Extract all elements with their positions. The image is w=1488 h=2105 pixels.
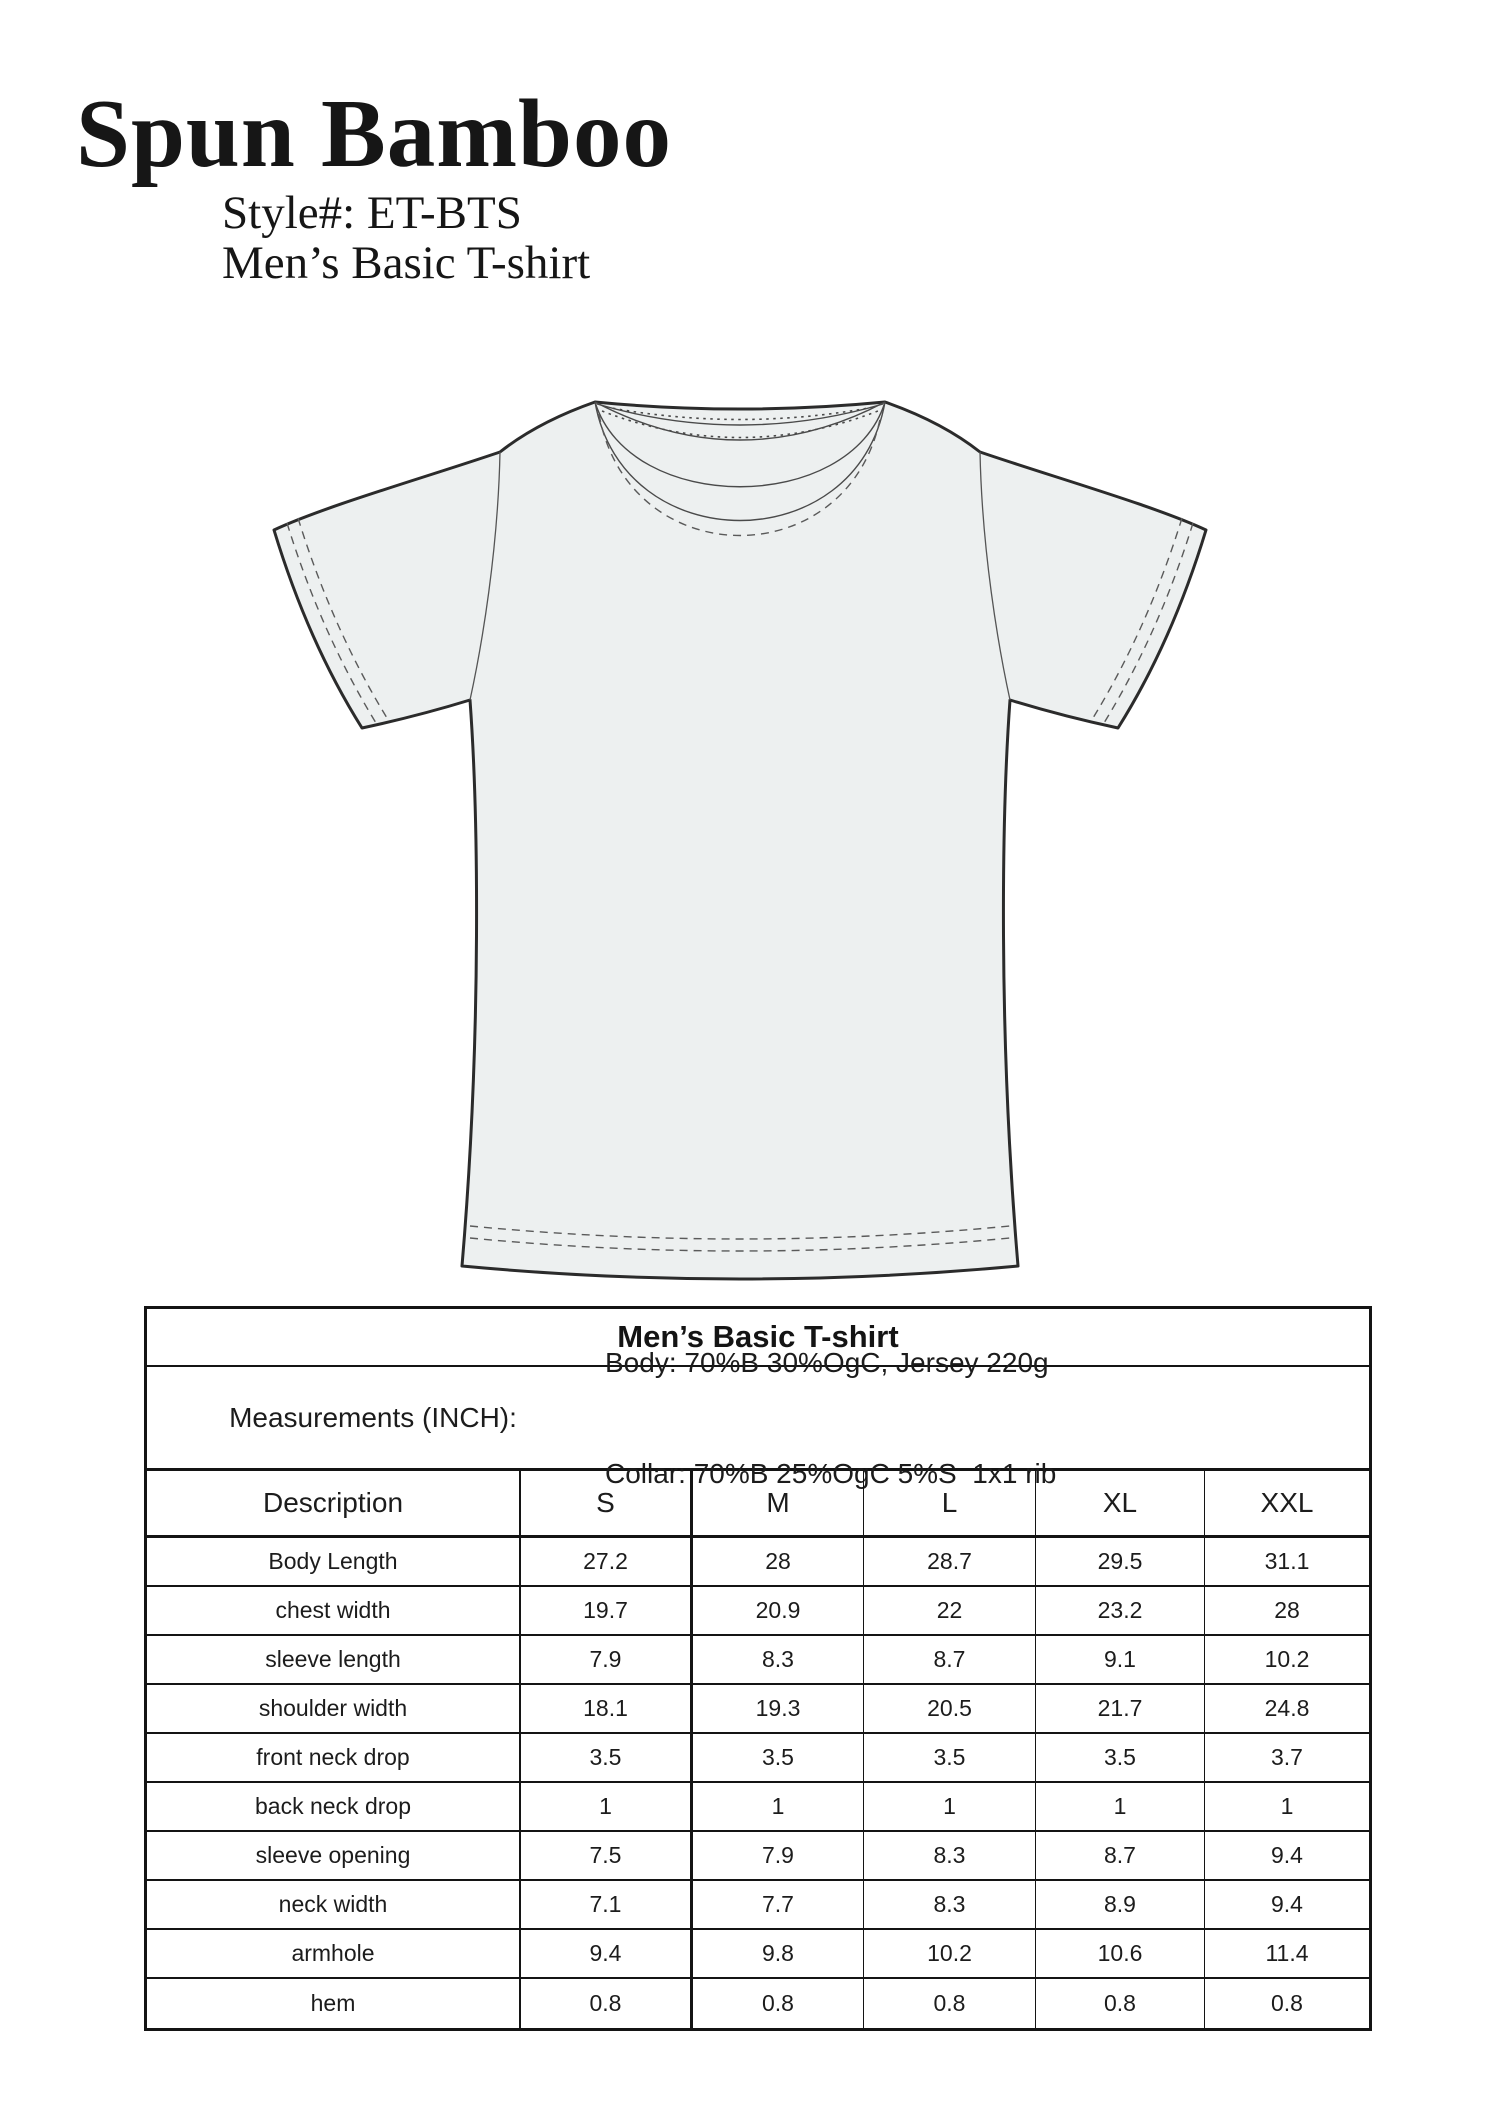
measurement-value: 20.9 — [693, 1587, 864, 1634]
measurement-value: 9.4 — [1271, 1842, 1303, 1868]
measurement-value: 0.8 — [521, 1979, 693, 2028]
row-label: armhole — [147, 1930, 521, 1977]
measurement-value: 7.7 — [693, 1881, 864, 1928]
measurement-value: 8.3 — [864, 1832, 1036, 1879]
measurement-value: 19.3 — [693, 1685, 864, 1732]
measurement-value: 3.5 — [693, 1734, 864, 1781]
measurement-value: 7.1 — [521, 1881, 693, 1928]
table-row — [147, 1587, 1369, 1636]
measurement-value: 3.5 — [864, 1734, 1036, 1781]
measurement-value: 28.7 — [864, 1538, 1036, 1585]
column-header-l: L — [864, 1471, 1036, 1535]
measurement-value: 29.5 — [1036, 1538, 1205, 1585]
measurement-value: 0.8 — [1036, 1979, 1205, 2028]
row-label: hem — [147, 1979, 521, 2028]
table-row — [147, 1783, 1369, 1832]
column-header-s: S — [521, 1471, 693, 1535]
measurement-value: 1 — [1280, 1793, 1294, 1819]
measurement-value: 27.2 — [521, 1538, 693, 1585]
fabric-collar-line: Collar: 70%B 25%OgC 5%S 1x1 rib — [605, 1457, 1057, 1489]
style-number: Style#: ET-BTS — [222, 187, 522, 239]
table-row — [147, 1538, 1369, 1587]
measurement-value: 8.3 — [693, 1636, 864, 1683]
table-row — [147, 1734, 1369, 1783]
table-row — [147, 1832, 1369, 1881]
row-label: sleeve length — [147, 1636, 521, 1683]
measurement-value: 23.2 — [1036, 1587, 1205, 1634]
measurement-value: 28 — [693, 1538, 864, 1585]
measurements-unit-label: Measurements (INCH): — [229, 1401, 517, 1433]
measurement-value: 1 — [1036, 1783, 1205, 1830]
measurement-value: 31.1 — [1264, 1548, 1310, 1574]
measurement-value: 7.9 — [693, 1832, 864, 1879]
measurement-value: 0.8 — [864, 1979, 1036, 2028]
measurement-value: 8.7 — [1036, 1832, 1205, 1879]
row-label: chest width — [147, 1587, 521, 1634]
measurement-value: 24.8 — [1264, 1695, 1310, 1721]
brand-title: Spun Bamboo — [76, 80, 672, 187]
measurement-value: 7.5 — [521, 1832, 693, 1879]
measurement-value: 10.2 — [1264, 1646, 1310, 1672]
measurement-value: 19.7 — [521, 1587, 693, 1634]
measurement-value: 18.1 — [521, 1685, 693, 1732]
measurement-value: 3.5 — [1036, 1734, 1205, 1781]
column-header-row — [147, 1471, 1369, 1538]
table-row — [147, 1979, 1369, 2028]
measurement-value: 8.3 — [864, 1881, 1036, 1928]
measurement-value: 9.1 — [1036, 1636, 1205, 1683]
row-label: Body Length — [147, 1538, 521, 1585]
measurement-value: 22 — [864, 1587, 1036, 1634]
measurement-value: 20.5 — [864, 1685, 1036, 1732]
row-label: back neck drop — [147, 1783, 521, 1830]
measurement-value: 1 — [864, 1783, 1036, 1830]
row-label: shoulder width — [147, 1685, 521, 1732]
measurement-value: 0.8 — [1271, 1990, 1303, 2016]
measurement-value: 10.2 — [864, 1930, 1036, 1977]
fabric-body-line: Body: 70%B 30%OgC, Jersey 220g — [605, 1346, 1049, 1378]
measurement-value: 8.7 — [864, 1636, 1036, 1683]
measurement-value: 0.8 — [693, 1979, 864, 2028]
row-label: front neck drop — [147, 1734, 521, 1781]
measurements-header-row — [147, 1346, 1369, 1489]
measurement-value: 1 — [521, 1783, 693, 1830]
measurement-value: 1 — [693, 1783, 864, 1830]
row-label: neck width — [147, 1881, 521, 1928]
measurement-value: 9.4 — [521, 1930, 693, 1977]
measurement-value: 8.9 — [1036, 1881, 1205, 1928]
table-row — [147, 1636, 1369, 1685]
measurement-value: 10.6 — [1036, 1930, 1205, 1977]
spec-table-title: Men’s Basic T-shirt — [147, 1309, 1369, 1367]
table-row — [147, 1930, 1369, 1979]
measurement-value: 21.7 — [1036, 1685, 1205, 1732]
row-label: sleeve opening — [147, 1832, 521, 1879]
measurement-value: 9.4 — [1271, 1891, 1303, 1917]
spec-table-body — [147, 1538, 1369, 2028]
table-row — [147, 1685, 1369, 1734]
style-info — [222, 188, 590, 288]
tshirt-flat-sketch — [150, 380, 1330, 1300]
column-header-description: Description — [147, 1471, 521, 1535]
tshirt-body-outline — [274, 402, 1206, 1279]
column-header-m: M — [693, 1471, 864, 1535]
measurement-value: 11.4 — [1265, 1940, 1309, 1966]
measurement-value: 7.9 — [521, 1636, 693, 1683]
product-name: Men’s Basic T-shirt — [222, 237, 591, 289]
measurement-value: 9.8 — [693, 1930, 864, 1977]
table-row — [147, 1881, 1369, 1930]
measurement-value: 28 — [1274, 1597, 1300, 1623]
column-header-xl: XL — [1036, 1471, 1205, 1535]
column-header-xxl: XXL — [1260, 1487, 1314, 1518]
spec-table — [144, 1306, 1372, 2031]
measurement-value: 3.5 — [521, 1734, 693, 1781]
measurement-value: 3.7 — [1271, 1744, 1303, 1770]
